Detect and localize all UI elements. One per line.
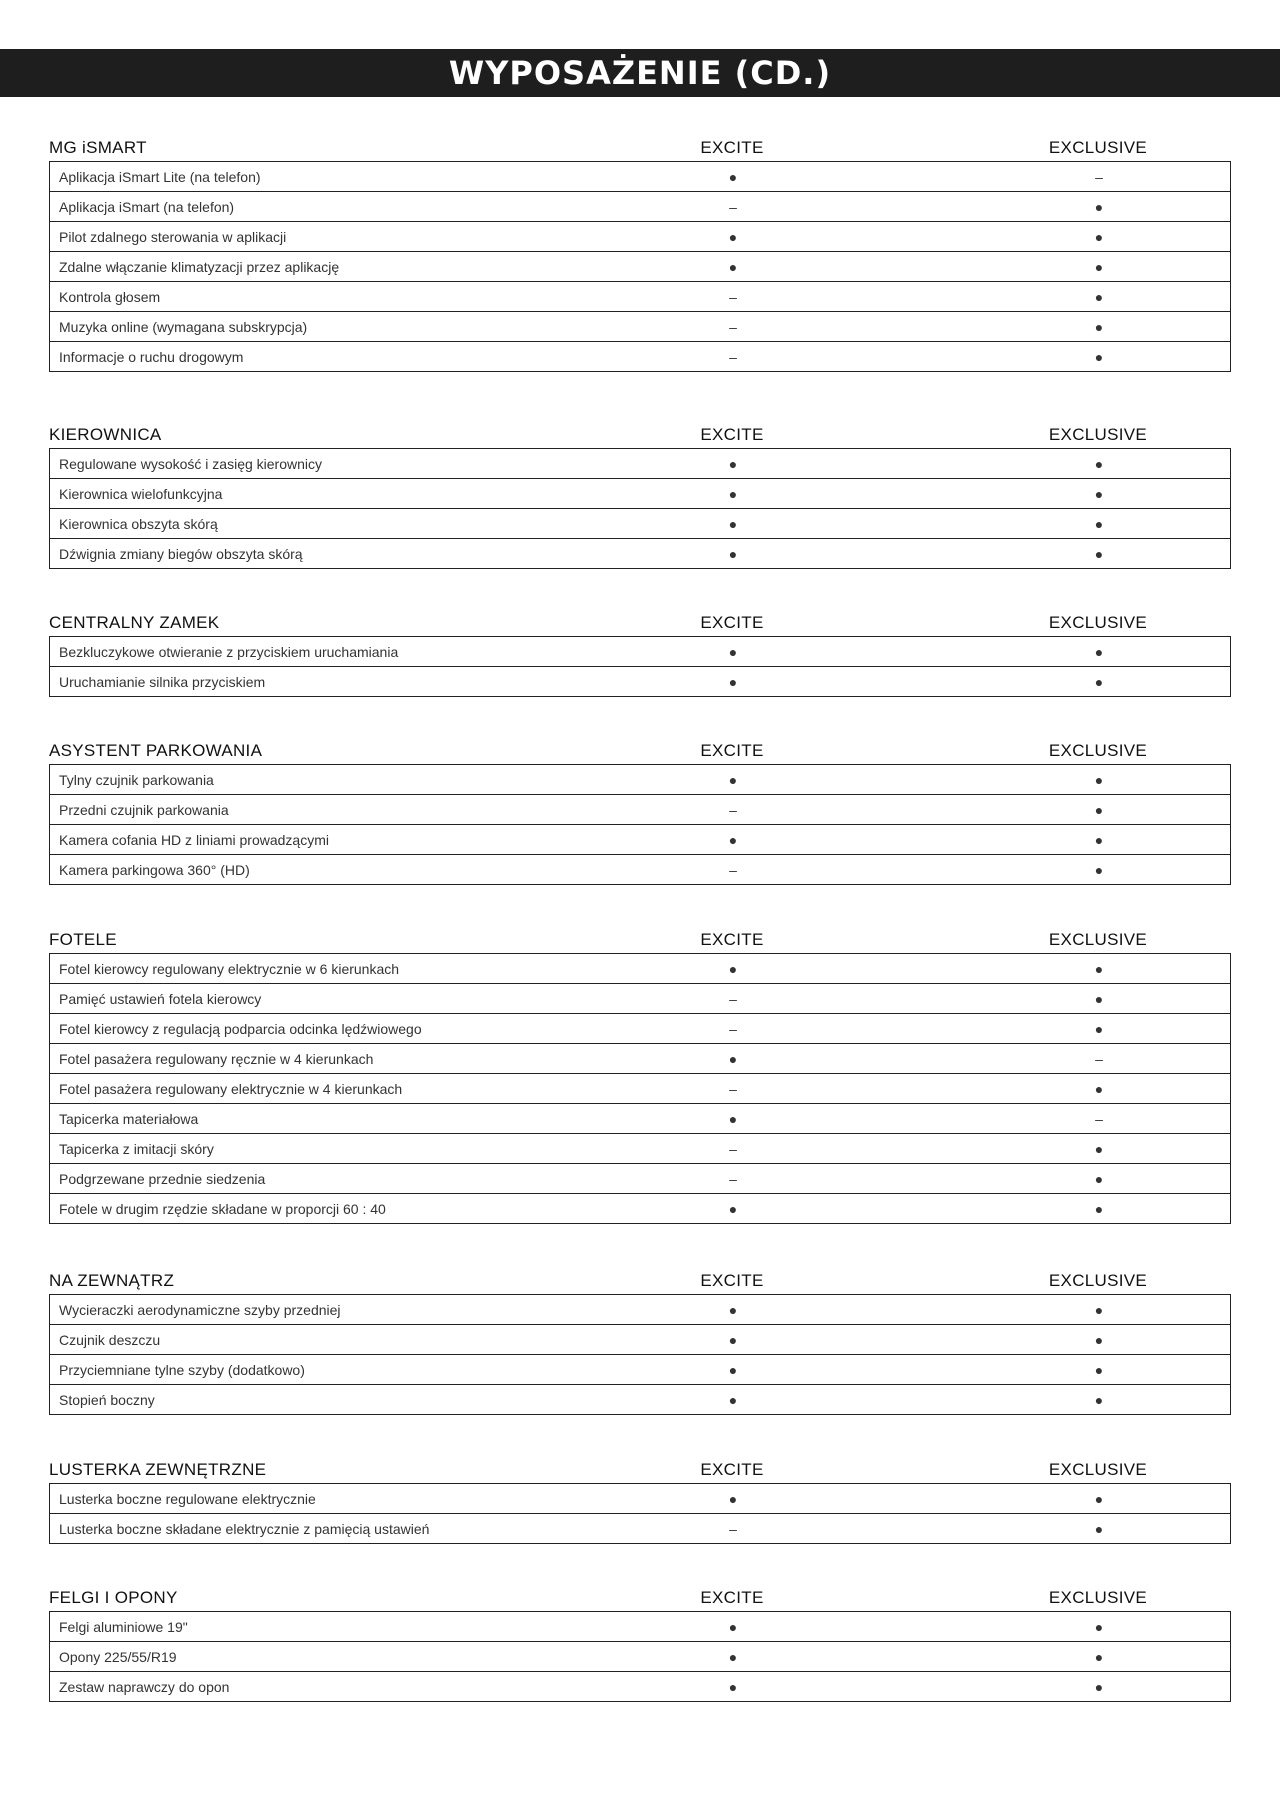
exclusive-value: ● <box>1019 192 1179 222</box>
cell-spacer <box>813 312 1019 342</box>
exclusive-value: ● <box>1019 984 1179 1014</box>
table-row <box>50 1194 1231 1224</box>
excite-value: ● <box>653 1325 813 1355</box>
table-row <box>50 667 1231 697</box>
excite-value: ● <box>653 667 813 697</box>
feature-label: Zestaw naprawczy do opon <box>50 1672 654 1702</box>
cell-spacer <box>813 855 1019 885</box>
column-header-excite: EXCITE <box>700 1271 764 1290</box>
table-row <box>50 1642 1231 1672</box>
exclusive-value: ● <box>1019 855 1179 885</box>
cell-spacer <box>813 1325 1019 1355</box>
feature-label: Dźwignia zmiany biegów obszyta skórą <box>50 539 654 569</box>
cell-spacer <box>1179 342 1231 372</box>
exclusive-value: ● <box>1019 222 1179 252</box>
table-row <box>50 1074 1231 1104</box>
cell-spacer <box>1179 825 1231 855</box>
table-row <box>50 825 1231 855</box>
feature-label: Podgrzewane przednie siedzenia <box>50 1164 654 1194</box>
cell-spacer <box>813 667 1019 697</box>
cell-spacer <box>1179 637 1231 667</box>
feature-label: Tylny czujnik parkowania <box>59 771 214 788</box>
feature-label: Czujnik deszczu <box>50 1325 654 1355</box>
feature-label: Pamięć ustawień fotela kierowcy <box>50 984 654 1014</box>
exclusive-value: ● <box>1094 455 1104 472</box>
exclusive-value: ● <box>1094 1618 1104 1635</box>
table-row <box>50 282 1231 312</box>
feature-label: Muzyka online (wymagana subskrypcja) <box>50 312 654 342</box>
excite-value: ● <box>653 252 813 282</box>
section-header <box>49 1453 1231 1483</box>
feature-label: Aplikacja iSmart Lite (na telefon) <box>59 168 261 185</box>
table-row <box>50 1484 1231 1514</box>
excite-value: ● <box>653 1672 813 1702</box>
cell-spacer <box>813 1164 1019 1194</box>
cell-spacer <box>813 1672 1019 1702</box>
cell-spacer <box>813 282 1019 312</box>
page-title: WYPOSAŻENIE (CD.) <box>448 54 832 92</box>
spec-section <box>49 1453 1231 1544</box>
exclusive-value: ● <box>1019 795 1179 825</box>
feature-label: Zdalne włączanie klimatyzacji przez aplikację <box>50 252 654 282</box>
exclusive-value: ● <box>1019 1642 1179 1672</box>
cell-spacer <box>1179 222 1231 252</box>
cell-spacer <box>813 1612 1019 1642</box>
section-title: FOTELE <box>49 930 117 949</box>
cell-spacer <box>1179 162 1231 192</box>
feature-label: Lusterka boczne składane elektrycznie z pamięcią ustawień <box>50 1514 654 1544</box>
feature-label: Wycieraczki aerodynamiczne szyby przedniej <box>59 1301 341 1318</box>
table-row <box>50 449 1231 479</box>
cell-spacer <box>1179 1484 1231 1514</box>
cell-spacer <box>1179 855 1231 885</box>
excite-value: ● <box>728 960 738 977</box>
cell-spacer <box>1179 192 1231 222</box>
section-header <box>49 131 1231 161</box>
excite-value: – <box>653 1134 813 1164</box>
cell-spacer <box>813 162 1019 192</box>
excite-value: ● <box>653 1642 813 1672</box>
feature-label: Kierownica wielofunkcyjna <box>50 479 654 509</box>
cell-spacer <box>1179 479 1231 509</box>
spec-section <box>49 131 1231 372</box>
section-title: KIEROWNICA <box>49 425 162 444</box>
table-row <box>50 1672 1231 1702</box>
cell-spacer <box>1179 1295 1231 1325</box>
table-row <box>50 342 1231 372</box>
cell-spacer <box>1179 1672 1231 1702</box>
table-row <box>50 1134 1231 1164</box>
cell-spacer <box>1179 1134 1231 1164</box>
exclusive-value: ● <box>1094 771 1104 788</box>
excite-value: ● <box>653 222 813 252</box>
feature-label: Tapicerka materiałowa <box>50 1104 654 1134</box>
excite-value: ● <box>653 1355 813 1385</box>
section-header <box>49 418 1231 448</box>
feature-label: Kamera parkingowa 360° (HD) <box>50 855 654 885</box>
table-row <box>50 795 1231 825</box>
column-header-exclusive: EXCLUSIVE <box>1048 138 1148 157</box>
cell-spacer <box>813 539 1019 569</box>
excite-value: ● <box>653 825 813 855</box>
feature-label: Fotel kierowcy z regulacją podparcia odcinka lędźwiowego <box>50 1014 654 1044</box>
table-row <box>50 1355 1231 1385</box>
exclusive-value: ● <box>1019 1325 1179 1355</box>
excite-value: – <box>653 1074 813 1104</box>
cell-spacer <box>813 1295 1019 1325</box>
cell-spacer <box>813 342 1019 372</box>
column-header-excite: EXCITE <box>700 930 764 949</box>
cell-spacer <box>1179 1642 1231 1672</box>
spec-section <box>49 923 1231 1224</box>
cell-spacer <box>813 1014 1019 1044</box>
excite-value: – <box>653 1514 813 1544</box>
excite-value: – <box>653 1014 813 1044</box>
table-row <box>50 509 1231 539</box>
cell-spacer <box>813 449 1019 479</box>
section-header <box>49 1581 1231 1611</box>
table-row <box>50 162 1231 192</box>
excite-value: ● <box>653 479 813 509</box>
excite-value: ● <box>653 1194 813 1224</box>
feature-label: Uruchamianie silnika przyciskiem <box>50 667 654 697</box>
feature-label: Przedni czujnik parkowania <box>50 795 654 825</box>
table-row <box>50 984 1231 1014</box>
cell-spacer <box>1179 1044 1231 1074</box>
table-row <box>50 765 1231 795</box>
excite-value: – <box>653 282 813 312</box>
column-header-exclusive: EXCLUSIVE <box>1048 1460 1148 1479</box>
cell-spacer <box>1179 509 1231 539</box>
excite-value: – <box>653 312 813 342</box>
column-header-excite: EXCITE <box>700 613 764 632</box>
cell-spacer <box>813 1385 1019 1415</box>
cell-spacer <box>813 192 1019 222</box>
cell-spacer <box>813 222 1019 252</box>
column-header-excite: EXCITE <box>700 1588 764 1607</box>
excite-value: ● <box>653 539 813 569</box>
table-row <box>50 1104 1231 1134</box>
spec-table <box>49 448 1231 569</box>
exclusive-value: ● <box>1019 312 1179 342</box>
spec-section <box>49 418 1231 569</box>
exclusive-value: ● <box>1019 252 1179 282</box>
feature-label: Felgi aluminiowe 19" <box>59 1618 188 1635</box>
exclusive-value: ● <box>1019 1134 1179 1164</box>
spec-table <box>49 636 1231 697</box>
cell-spacer <box>813 637 1019 667</box>
cell-spacer <box>813 1044 1019 1074</box>
cell-spacer <box>1179 667 1231 697</box>
exclusive-value: ● <box>1019 1194 1179 1224</box>
spec-table <box>49 953 1231 1224</box>
cell-spacer <box>813 1514 1019 1544</box>
cell-spacer <box>1179 1514 1231 1544</box>
feature-label: Fotel pasażera regulowany ręcznie w 4 kierunkach <box>50 1044 654 1074</box>
section-title: CENTRALNY ZAMEK <box>49 613 220 632</box>
cell-spacer <box>1179 1164 1231 1194</box>
section-title: ASYSTENT PARKOWANIA <box>49 741 263 760</box>
section-title: MG iSMART <box>49 138 147 157</box>
column-header-excite: EXCITE <box>700 1460 764 1479</box>
cell-spacer <box>813 1104 1019 1134</box>
section-header <box>49 1264 1231 1294</box>
spec-section <box>49 734 1231 885</box>
excite-value: ● <box>653 509 813 539</box>
exclusive-value: ● <box>1094 960 1104 977</box>
cell-spacer <box>813 1194 1019 1224</box>
feature-label: Pilot zdalnego sterowania w aplikacji <box>50 222 654 252</box>
exclusive-value: ● <box>1019 1355 1179 1385</box>
cell-spacer <box>1179 449 1231 479</box>
excite-value: – <box>653 855 813 885</box>
excite-value: – <box>653 1164 813 1194</box>
spec-table <box>49 1294 1231 1415</box>
feature-label: Bezkluczykowe otwieranie z przyciskiem uruchamiania <box>59 643 399 660</box>
exclusive-value: ● <box>1019 1014 1179 1044</box>
cell-spacer <box>813 1355 1019 1385</box>
table-row <box>50 637 1231 667</box>
feature-label: Regulowane wysokość i zasięg kierownicy <box>59 455 323 472</box>
feature-label: Kierownica obszyta skórą <box>50 509 654 539</box>
exclusive-value: ● <box>1019 282 1179 312</box>
page-header <box>0 49 1280 97</box>
table-row <box>50 1014 1231 1044</box>
cell-spacer <box>1179 1355 1231 1385</box>
exclusive-value: ● <box>1094 643 1104 660</box>
table-row <box>50 222 1231 252</box>
column-header-exclusive: EXCLUSIVE <box>1048 613 1148 632</box>
exclusive-value: ● <box>1094 1301 1104 1318</box>
column-header-excite: EXCITE <box>700 425 764 444</box>
excite-value: ● <box>728 455 738 472</box>
excite-value: ● <box>653 1385 813 1415</box>
cell-spacer <box>813 984 1019 1014</box>
exclusive-value: ● <box>1019 1385 1179 1415</box>
excite-value: – <box>653 342 813 372</box>
exclusive-value: ● <box>1094 1490 1104 1507</box>
cell-spacer <box>1179 954 1231 984</box>
exclusive-value: ● <box>1019 1074 1179 1104</box>
feature-label: Opony 225/55/R19 <box>50 1642 654 1672</box>
excite-value: – <box>653 795 813 825</box>
column-header-exclusive: EXCLUSIVE <box>1048 1588 1148 1607</box>
exclusive-value: ● <box>1019 342 1179 372</box>
cell-spacer <box>1179 1194 1231 1224</box>
excite-value: ● <box>728 1490 738 1507</box>
column-header-excite: EXCITE <box>700 138 764 157</box>
excite-value: – <box>653 984 813 1014</box>
cell-spacer <box>813 1134 1019 1164</box>
cell-spacer <box>813 765 1019 795</box>
spec-section <box>49 1581 1231 1702</box>
cell-spacer <box>813 825 1019 855</box>
excite-value: ● <box>728 1301 738 1318</box>
feature-label: Fotel kierowcy regulowany elektrycznie w 6 kierunkach <box>59 960 400 977</box>
table-row <box>50 312 1231 342</box>
excite-value: ● <box>728 1618 738 1635</box>
exclusive-value: ● <box>1019 667 1179 697</box>
section-header <box>49 923 1231 953</box>
section-header <box>49 734 1231 764</box>
exclusive-value: ● <box>1019 1164 1179 1194</box>
exclusive-value: ● <box>1019 825 1179 855</box>
spec-table <box>49 764 1231 885</box>
feature-label: Informacje o ruchu drogowym <box>50 342 654 372</box>
excite-value: ● <box>728 643 738 660</box>
feature-label: Fotele w drugim rzędzie składane w proporcji 60 : 40 <box>50 1194 654 1224</box>
feature-label: Aplikacja iSmart (na telefon) <box>50 192 654 222</box>
feature-label: Stopień boczny <box>50 1385 654 1415</box>
excite-value: ● <box>728 168 738 185</box>
cell-spacer <box>813 509 1019 539</box>
section-header <box>49 606 1231 636</box>
cell-spacer <box>1179 252 1231 282</box>
column-header-excite: EXCITE <box>700 741 764 760</box>
feature-label: Fotel pasażera regulowany elektrycznie w 4 kierunkach <box>50 1074 654 1104</box>
cell-spacer <box>1179 984 1231 1014</box>
table-row <box>50 539 1231 569</box>
cell-spacer <box>1179 1104 1231 1134</box>
table-row <box>50 1325 1231 1355</box>
spec-table <box>49 161 1231 372</box>
feature-label: Kamera cofania HD z liniami prowadzącymi <box>50 825 654 855</box>
excite-value: ● <box>728 771 738 788</box>
cell-spacer <box>1179 1612 1231 1642</box>
table-row <box>50 1044 1231 1074</box>
table-row <box>50 1612 1231 1642</box>
spec-section <box>49 606 1231 697</box>
table-row <box>50 855 1231 885</box>
cell-spacer <box>813 954 1019 984</box>
cell-spacer <box>813 1074 1019 1104</box>
table-row <box>50 954 1231 984</box>
cell-spacer <box>813 795 1019 825</box>
table-row <box>50 1164 1231 1194</box>
table-row <box>50 192 1231 222</box>
cell-spacer <box>813 1642 1019 1672</box>
exclusive-value: – <box>1019 1044 1179 1074</box>
feature-label: Tapicerka z imitacji skóry <box>50 1134 654 1164</box>
cell-spacer <box>1179 1325 1231 1355</box>
exclusive-value: ● <box>1019 1514 1179 1544</box>
excite-value: ● <box>653 1104 813 1134</box>
table-row <box>50 479 1231 509</box>
cell-spacer <box>1179 539 1231 569</box>
exclusive-value: – <box>1095 168 1103 185</box>
table-row <box>50 1295 1231 1325</box>
table-row <box>50 1514 1231 1544</box>
cell-spacer <box>1179 312 1231 342</box>
spec-table <box>49 1483 1231 1544</box>
excite-value: – <box>653 192 813 222</box>
feature-label: Kontrola głosem <box>50 282 654 312</box>
excite-value: ● <box>653 1044 813 1074</box>
column-header-exclusive: EXCLUSIVE <box>1048 741 1148 760</box>
cell-spacer <box>813 479 1019 509</box>
cell-spacer <box>813 252 1019 282</box>
cell-spacer <box>1179 765 1231 795</box>
section-title: FELGI I OPONY <box>49 1588 178 1607</box>
section-title: LUSTERKA ZEWNĘTRZNE <box>49 1460 267 1479</box>
cell-spacer <box>1179 1385 1231 1415</box>
spec-section <box>49 1264 1231 1415</box>
feature-label: Lusterka boczne regulowane elektrycznie <box>59 1490 316 1507</box>
cell-spacer <box>1179 1014 1231 1044</box>
exclusive-value: ● <box>1019 539 1179 569</box>
cell-spacer <box>1179 1074 1231 1104</box>
column-header-exclusive: EXCLUSIVE <box>1048 425 1148 444</box>
exclusive-value: ● <box>1019 479 1179 509</box>
table-row <box>50 252 1231 282</box>
column-header-exclusive: EXCLUSIVE <box>1048 930 1148 949</box>
feature-label: Przyciemniane tylne szyby (dodatkowo) <box>50 1355 654 1385</box>
cell-spacer <box>1179 795 1231 825</box>
exclusive-value: ● <box>1019 509 1179 539</box>
section-title: NA ZEWNĄTRZ <box>49 1271 175 1290</box>
spec-table <box>49 1611 1231 1702</box>
column-header-exclusive: EXCLUSIVE <box>1048 1271 1148 1290</box>
cell-spacer <box>813 1484 1019 1514</box>
table-row <box>50 1385 1231 1415</box>
exclusive-value: ● <box>1019 1672 1179 1702</box>
exclusive-value: – <box>1019 1104 1179 1134</box>
cell-spacer <box>1179 282 1231 312</box>
